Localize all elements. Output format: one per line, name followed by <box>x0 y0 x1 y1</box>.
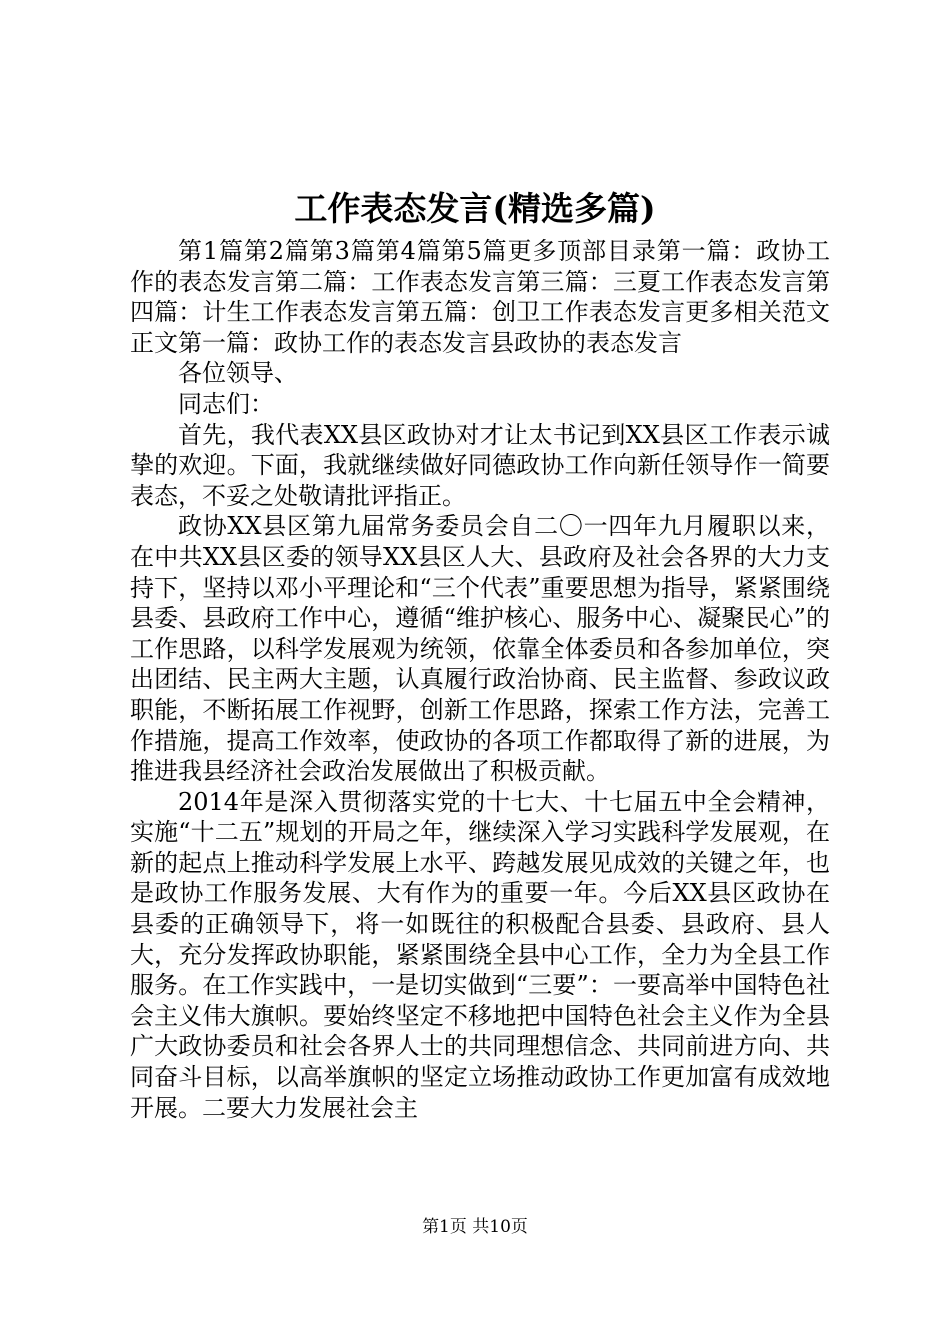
document-body <box>130 236 830 1123</box>
paragraph-plan-2014: 2014年是深入贯彻落实党的十七大、十七届五中全会精神，实施“十二五”规划的开局之年，继续深入学习实践科学发展观，在新的起点上推动科学发展上水平、跨越发展见成效的关键之年，也是政协工作服务发展、大有作为的重要一年。今后XX县区政协在县委的正确领导下，将一如既往的积极配合县委、县政府、县人大，充分发挥政协职能，紧紧围绕全县中心工作，全力为全县工作服务。在工作实践中，一是切实做到“三要”：一要高举中国特色社会主义伟大旗帜。要始终坚定不移地把中国特色社会主义作为全县广大政协委员和社会各界人士的共同理想信念、共同前进方向、共同奋斗目标，以高举旗帜的坚定立场推动政协工作更加富有成效地开展。二要大力发展社会主 <box>130 787 830 1122</box>
document-title: 工作表态发言(精选多篇) <box>294 189 656 228</box>
paragraph-review: 政协XX县区第九届常务委员会自二〇一四年九月履职以来，在中共XX县区委的领导XX县区人大、县政府及社会各界的大力支持下，坚持以邓小平理论和“三个代表”重要思想为指导，紧紧围绕县委、县政府工作中心，遵循“维护核心、服务中心、凝聚民心”的工作思路，以科学发展观为统领，依靠全体委员和各参加单位，突出团结、民主两大主题，认真履行政治协商、民主监督、参政议政职能，不断拓展工作视野，创新工作思路，探索工作方法，完善工作措施，提高工作效率，使政协的各项工作都取得了新的进展，为推进我县经济社会政治发展做出了积极贡献。 <box>130 512 830 786</box>
paragraph-welcome: 首先，我代表XX县区政协对才让太书记到XX县区工作表示诚挚的欢迎。下面，我就继续做好同德政协工作向新任领导作一简要表态，不妥之处敬请批评指正。 <box>130 420 830 510</box>
paragraph-salutation-leaders: 各位领导、 <box>178 359 298 388</box>
paragraph-salutation-comrades: 同志们： <box>178 389 274 418</box>
page-footer: 第1页 共10页 <box>422 1217 528 1237</box>
paragraph-toc: 第1篇第2篇第3篇第4篇第5篇更多顶部目录第一篇：政协工作的表态发言第二篇：工作表态发言第三篇：三夏工作表态发言第四篇：计生工作表态发言第五篇：创卫工作表态发言更多相关范文正文第一篇：政协工作的表态发言县政协的表态发言 <box>130 237 830 357</box>
